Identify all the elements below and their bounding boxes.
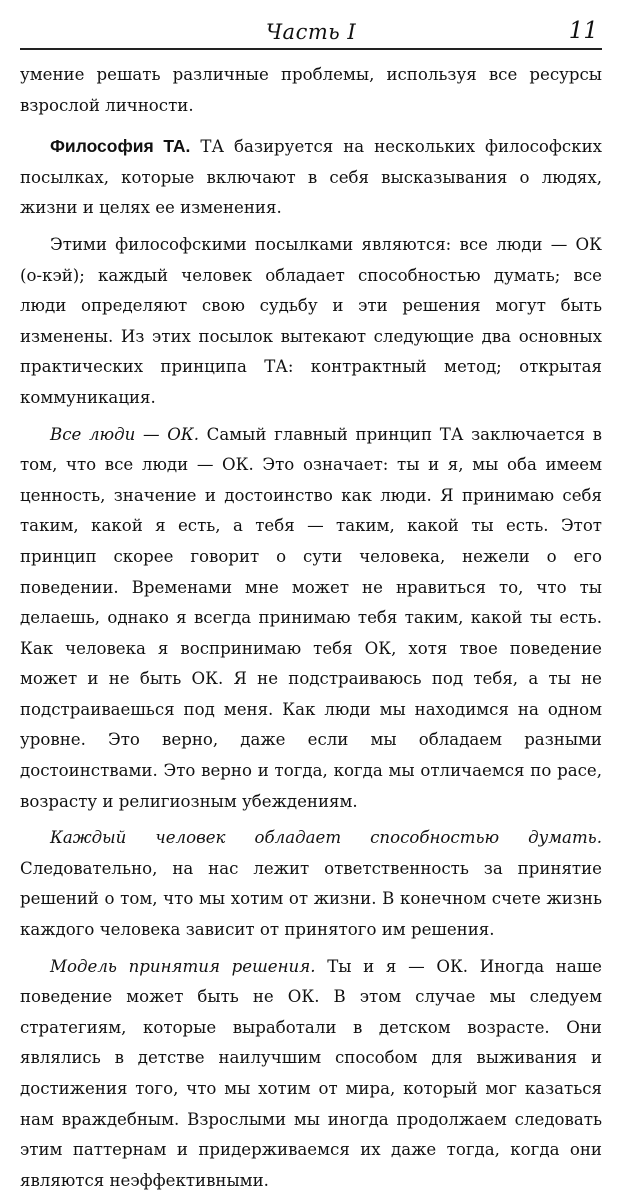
paragraph-text: Самый главный принцип ТА заключается в том, что все люди — ОК. Это означает: ты и я, мы оба имеем ценность, значение и достоинство как люди. Я принимаю себя таким, какой я есть, а тебя — таким, какой ты есть. Этот принцип скорее говорит о сути человека, нежели о его поведении. Временами мне может не нравиться то, что ты делаешь, однако я всегда принимаю тебя таким, какой ты есть. Как человека я воспринимаю тебя ОК, хотя твое поведение может и не быть ОК. Я не подстраиваюсь под тебя, а ты не подстраиваешься под меня. Как люди мы находимся на одном уровне. Это верно, даже если мы обладаем разными достоинствами. Это верно и тогда, когда мы отличаемся по расе, возрасту и религиозным убеждениям. (20, 424, 602, 811)
paragraph-text: умение решать различные проблемы, используя все ресурсы взрослой личности. (20, 65, 602, 115)
paragraph-continuation (20, 60, 602, 121)
inline-heading-decision-model: Модель принятия решения. (50, 956, 316, 976)
paragraph-ta-philosophy (20, 131, 602, 224)
paragraph-everyone-ok (20, 420, 602, 818)
paragraph-premises (20, 230, 602, 414)
page-number: 11 (568, 18, 598, 44)
paragraph-text: ТА базируется на нескольких философских посылках, которые включают в себя высказывания о людях, жизни и целях ее изменения. (20, 137, 602, 218)
running-header (20, 0, 602, 50)
paragraph-text: Этими философскими посылками являются: все люди — ОК (о-кэй); каждый человек обладает способностью думать; все люди определяют свою судьбу и эти решения могут быть изменены. Из этих посылок вытекают следующие два основных практических принципа ТА: контрактный метод; открытая коммуникация. (20, 234, 602, 407)
paragraph-decision-model (20, 952, 602, 1196)
inline-heading-ability-to-think: Каждый человек обладает способностью думать. (50, 828, 602, 848)
paragraph-text: Следовательно, на нас лежит ответственность за принятие решений о том, что мы хотим от жизни. В конечном счете жизнь каждого человека зависит от принятого им решения. (20, 858, 602, 940)
paragraph-text: Ты и я — ОК. Иногда наше поведение может быть не ОК. В этом случае мы следуем стратегиям, которые выработали в детском возрасте. Они являлись в детстве наилучшим способом для выживания и достижения того, что мы хотим от мира, который мог казаться нам враждебным. Взрослыми мы иногда продолжаем следовать этим паттернам и придерживаемся их даже тогда, когда они являются неэффективными. (20, 956, 602, 1190)
section-heading-ta-philosophy: Философия ТА. (50, 136, 191, 157)
page-body (20, 60, 602, 1196)
paragraph-ability-to-think (20, 823, 602, 945)
part-title: Часть I (265, 20, 357, 44)
inline-heading-everyone-ok: Все люди — ОК. (50, 424, 199, 444)
